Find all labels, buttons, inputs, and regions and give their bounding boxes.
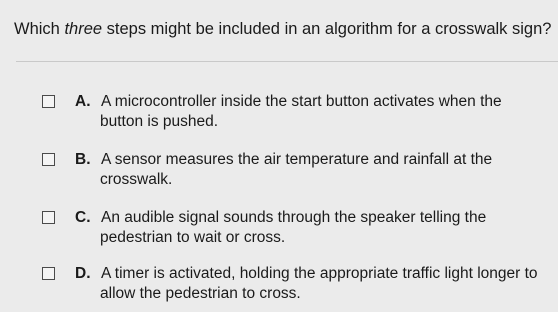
question-text <box>14 18 554 40</box>
choice-line: allow the pedestrian to cross. <box>100 285 301 302</box>
choice-text <box>101 264 558 304</box>
choice-line: button is pushed. <box>100 113 219 130</box>
checkbox-a[interactable] <box>42 95 55 108</box>
choice-letter: A. <box>75 93 91 110</box>
checkbox-d[interactable] <box>42 267 55 280</box>
question-prefix: Which <box>14 20 65 38</box>
choice-line: pedestrian to wait or cross. <box>100 229 286 246</box>
choice-line: A microcontroller inside the start button activates when the <box>101 93 502 110</box>
choice-letter: B. <box>75 151 91 168</box>
choice-d[interactable] <box>42 264 558 306</box>
checkbox-c[interactable] <box>42 211 55 224</box>
choice-letter: D. <box>75 265 91 282</box>
choice-text <box>101 208 558 248</box>
choice-letter: C. <box>75 209 91 226</box>
choice-line: A sensor measures the air temperature and rainfall at the <box>101 151 493 168</box>
question-suffix: steps might be included in an algorithm for a crosswalk sign? <box>102 20 552 38</box>
choice-line: An audible signal sounds through the speaker telling the <box>101 209 487 226</box>
choice-c[interactable] <box>42 208 558 250</box>
checkbox-b[interactable] <box>42 153 55 166</box>
choice-b[interactable] <box>42 150 558 192</box>
question-emphasis: three <box>64 20 103 38</box>
choice-text <box>101 92 558 132</box>
choice-a[interactable] <box>42 92 558 134</box>
divider <box>16 61 558 62</box>
choice-text <box>101 150 558 190</box>
choice-line: crosswalk. <box>100 171 173 188</box>
choice-line: A timer is activated, holding the appropriate traffic light longer to <box>101 265 538 282</box>
